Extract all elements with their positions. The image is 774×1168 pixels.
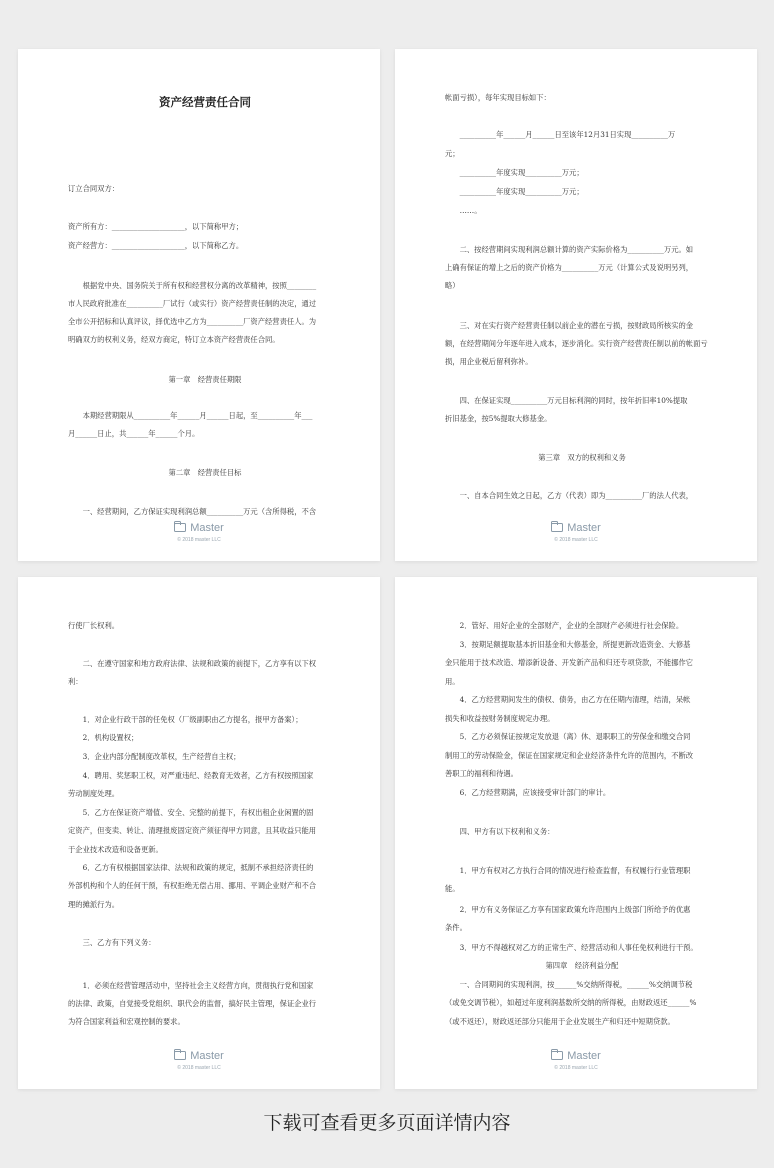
text-line: 制用工的劳动保险金，保证在国家规定和企业经济条件允许的范围内，不断改 <box>445 751 694 760</box>
text-line: 根据党中央、国务院关于所有权和经营权分离的改革精神，按照________ <box>82 281 317 290</box>
text-line: （或不返还），财政返还部分只能用于企业发展生产和归还中短期贷款。 <box>445 1017 675 1026</box>
text-line: 3．按期足额提取基本折旧基金和大修基金，所提更新改造资金、大修基 <box>459 640 691 649</box>
text-line: 本期经营期限从__________年______月______日起，至__________年___ <box>82 411 313 420</box>
text-line: 一、经营期间，乙方保证实现利润总额__________万元（含所得税，不含 <box>82 507 317 516</box>
copyright-text: © 2018 master LLC <box>177 1065 221 1071</box>
text-line: 月______日止，共______年______个月。 <box>68 429 200 438</box>
copyright-text: © 2018 master LLC <box>177 537 221 543</box>
document-page-3 <box>18 577 380 1089</box>
text-line: 三、乙方有下列义务： <box>82 938 156 947</box>
page-footer <box>18 1045 380 1071</box>
page-footer <box>18 517 380 543</box>
text-line: 3．甲方不得越权对乙方的正常生产、经营活动和人事任免权利进行干预。 <box>459 943 698 952</box>
page-footer <box>395 1045 757 1071</box>
chapter-heading: 第二章 经营责任目标 <box>168 468 242 477</box>
document-page-4 <box>395 577 757 1089</box>
text-line: 明确双方的权利义务，经双方商定，特订立本资产经营责任合同。 <box>68 335 280 344</box>
text-line: 1．对企业行政干部的任免权（厂级副职由乙方提名，报甲方备案）； <box>82 715 303 724</box>
text-line: 订立合同双方： <box>68 184 120 193</box>
copyright-text: © 2018 master LLC <box>554 1065 598 1071</box>
chapter-heading: 第一章 经营责任期限 <box>168 375 242 384</box>
page-footer <box>395 517 757 543</box>
text-line: 6．乙方有权根据国家法律、法规和政策的规定，抵制不承担经济责任的 <box>82 863 314 872</box>
text-line: 全市公开招标和认真评议，择优选中乙方为__________厂资产经营责任人。为 <box>68 317 317 326</box>
folder-icon <box>174 1051 186 1060</box>
text-line: （或免交调节税），如超过年度利润基数所交纳的所得税，由财政返还______% <box>445 998 697 1007</box>
text-line: 5．乙方在保证资产增值、安全、完整的前提下，有权出租企业闲置的固 <box>82 808 314 817</box>
text-line: 于企业技术改造和设备更新。 <box>68 845 163 854</box>
text-line: 理的摊派行为。 <box>68 900 120 909</box>
text-line: __________年度实现__________万元； <box>459 168 584 177</box>
text-line: 市人民政府批准在__________厂试行（或实行）资产经营责任制的决定，通过 <box>68 299 317 308</box>
document-page-2 <box>395 49 757 561</box>
brand-logo-text: Master <box>190 1049 224 1062</box>
text-line: 外部机构和个人的任何干预，有权拒绝无偿占用、挪用、平调企业财产和不合 <box>68 881 317 890</box>
folder-icon <box>551 1051 563 1060</box>
text-line: 5．乙方必须保证按规定发放退（离）休、退职职工的劳保金和缴交合同 <box>459 732 691 741</box>
text-line: 损失和收益按财务制度规定办理。 <box>445 714 555 723</box>
text-line: 1．甲方有权对乙方执行合同的情况进行检查监督，有权履行行业管理职 <box>459 866 691 875</box>
text-line: 资产所有方：____________________，以下简称甲方； <box>68 222 244 231</box>
text-line: 二、按经营期间实现利润总额计算的资产实际价格为__________万元。如 <box>459 245 694 254</box>
text-line: 善职工的福利和待遇。 <box>445 769 518 778</box>
text-line: 4．聘用、奖惩职工权，对严重违纪、经教育无效者，乙方有权按照国家 <box>82 771 314 780</box>
text-line: 三、对在实行资产经营责任制以前企业的潜在亏损，按财政局所核实的金 <box>459 321 694 330</box>
brand-logo-text: Master <box>190 521 224 534</box>
text-line: 4．乙方经营期间发生的债权、债务，由乙方在任期内清理，结清，呆帐 <box>459 695 691 704</box>
text-line: 的法律、政策，自觉接受党组织、职代会的监督，搞好民主管理，保证企业行 <box>68 999 317 1008</box>
text-line: 元； <box>445 149 460 158</box>
text-line: 资产经营方：____________________，以下简称乙方。 <box>68 241 244 250</box>
text-line: 用。 <box>445 677 460 686</box>
text-line: 四、甲方有以下权利和义务： <box>459 827 555 836</box>
text-line: 金只能用于技术改造、增添新设备、开发新产品和归还专项贷款，不能挪作它 <box>445 658 694 667</box>
text-line: 一、自本合同生效之日起，乙方（代表）即为__________厂的法人代表， <box>459 491 694 500</box>
text-line: 折旧基金，按5%提取大修基金。 <box>445 414 552 423</box>
text-line: 6．乙方经营期满，应该接受审计部门的审计。 <box>459 788 611 797</box>
chapter-heading: 第四章 经济利益分配 <box>545 961 619 970</box>
text-line: 帐面亏损），每年实现目标如下： <box>445 93 551 102</box>
text-line: 2．机构设置权； <box>82 733 139 742</box>
text-line: 2．管好、用好企业的全部财产，企业的全部财产必须进行社会保险。 <box>459 621 684 630</box>
text-line: 1．必须在经营管理活动中，坚持社会主义经营方向，贯彻执行党和国家 <box>82 981 314 990</box>
text-line: 2．甲方有义务保证乙方享有国家政策允许范围内上级部门所给予的优惠 <box>459 905 691 914</box>
brand-logo-text: Master <box>567 1049 601 1062</box>
text-line: 为符合国家利益和宏观控制的要求。 <box>68 1017 185 1026</box>
text-line: 3．企业内部分配制度改革权，生产经营自主权； <box>82 752 241 761</box>
download-caption: 下载可查看更多页面详情内容 <box>263 1112 511 1134</box>
text-line: 劳动制度处理。 <box>68 789 120 798</box>
text-line: 定资产，但变卖、转让、清理报废固定资产须征得甲方同意，且其收益只能用 <box>68 826 317 835</box>
text-line: 条件。 <box>445 923 467 932</box>
folder-icon <box>174 523 186 532</box>
text-line: 损，用企业税后留利弥补。 <box>445 357 533 366</box>
document-title: 资产经营责任合同 <box>159 95 251 109</box>
document-page-1 <box>18 49 380 561</box>
text-line: __________年度实现__________万元； <box>459 187 584 196</box>
text-line: 略） <box>445 281 460 290</box>
text-line: 四、在保证实现__________万元目标利润的同时，按年折旧率10%提取 <box>459 396 688 405</box>
text-line: 行使厂长权利。 <box>68 621 120 630</box>
folder-icon <box>551 523 563 532</box>
text-line: ……。 <box>459 206 482 215</box>
text-line: 一、合同期间的实现利润，按______%交纳所得税，______%交纳调节税 <box>459 980 693 989</box>
chapter-heading: 第三章 双方的权利和义务 <box>538 453 626 462</box>
brand-logo-text: Master <box>567 521 601 534</box>
text-line: 利： <box>68 677 83 686</box>
copyright-text: © 2018 master LLC <box>554 537 598 543</box>
text-line: 二、在遵守国家和地方政府法律、法规和政策的前提下，乙方享有以下权 <box>82 659 317 668</box>
text-line: 能。 <box>445 884 460 893</box>
text-line: __________年______月______日至该年12月31日实现__________万 <box>459 130 676 139</box>
text-line: 上确有保证的增上之后的资产价格为__________万元（计算公式及说明另列， <box>445 263 694 272</box>
text-line: 额，在经营期间分年逐年进入成本，逐步消化。实行资产经营责任制以前的帐面亏 <box>445 339 708 348</box>
